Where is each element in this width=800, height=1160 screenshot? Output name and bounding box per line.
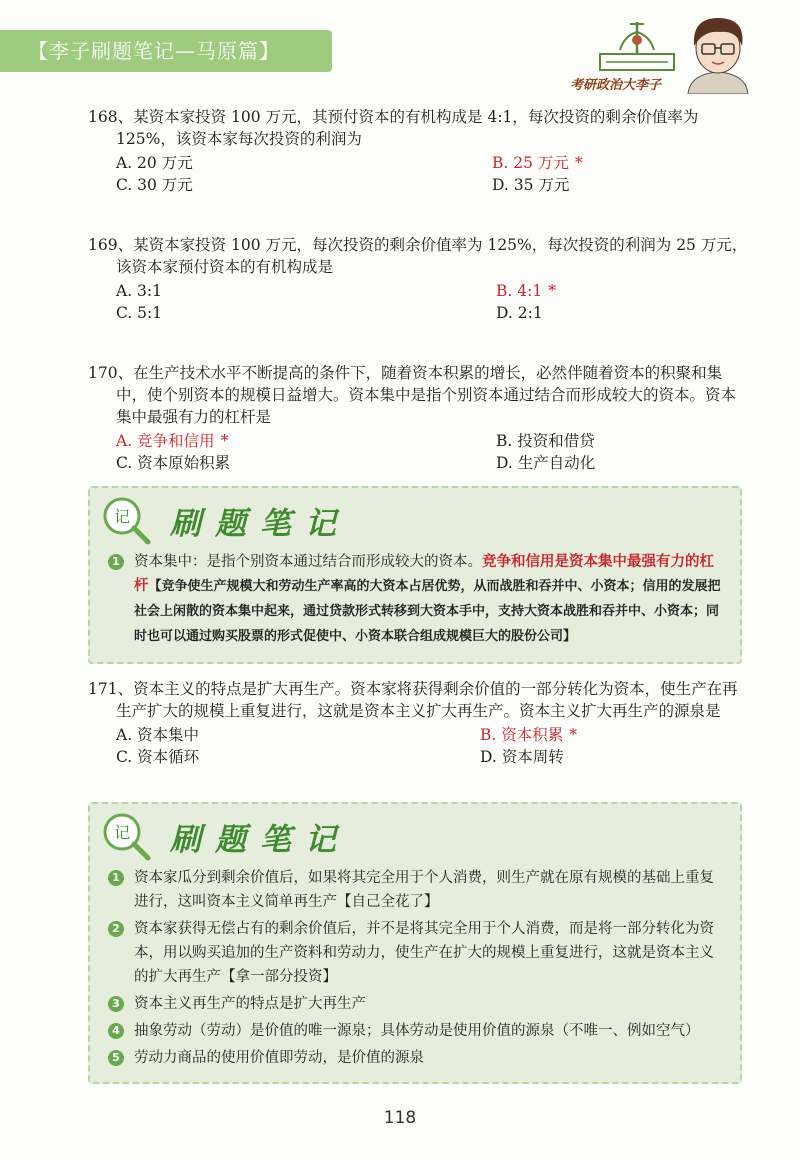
- question-169: [88, 234, 748, 324]
- avatar-illustration: [680, 10, 756, 94]
- option-d: D. 资本周转: [480, 748, 564, 766]
- note-box-2: [88, 802, 742, 1084]
- note-title: 刷题笔记: [170, 506, 350, 542]
- tree-logo-icon: [596, 18, 678, 74]
- option-c: C. 30 万元: [116, 176, 193, 194]
- page-number: 118: [383, 1108, 417, 1128]
- logo-text: 考研政治大李子: [570, 78, 662, 93]
- option-a: A. 资本集中: [116, 726, 200, 744]
- note-item: 1 资本集中：是指个别资本通过结合而形成较大的资本。竞争和信用是资本集中最强有力的杠杆【竞争使生产规模大和劳动生产率高的大资本占居优势，从而战胜和吞并中、小资本；信用的发展把社会上闲散的资本集中起来，通过贷款形式转移到大资本手中，支持大资本战胜和吞并中、小资本；同时也可以通过购买股票的形式促使中、小资本联合组成规模巨大的股份公司】: [90, 550, 740, 649]
- number-badge: 3: [108, 996, 124, 1012]
- correct-mark: *: [574, 154, 583, 172]
- question-stem: 171、资本主义的特点是扩大再生产。资本家将获得剩余价值的一部分转化为资本，使生产在再生产扩大的规模上重复进行，这就是资本主义扩大再生产。资本主义扩大再生产的源泉是: [88, 680, 738, 720]
- question-170: [88, 362, 748, 474]
- note-item: 3 资本主义再生产的特点是扩大再生产: [90, 992, 740, 1016]
- option-a: A. 3:1: [116, 282, 162, 300]
- option-c: C. 资本循环: [116, 748, 200, 766]
- magnifier-note-icon: [100, 810, 152, 862]
- note-item: 4 抽象劳动（劳动）是价值的唯一源泉；具体劳动是使用价值的源泉（不唯一、例如空气）: [90, 1019, 740, 1043]
- option-d: D. 生产自动化: [496, 454, 596, 472]
- option-a: A. 20 万元: [116, 154, 193, 172]
- question-stem: 169、某资本家投资 100 万元，每次投资的剩余价值率为 125%，每次投资的利润为 25 万元，该资本家预付资本的有机构成是: [88, 236, 748, 276]
- header-banner: 【李子刷题笔记—马原篇】: [0, 30, 332, 72]
- question-168: [88, 106, 748, 196]
- note-item: 1 资本家瓜分到剩余价值后，如果将其完全用于个人消费，则生产就在原有规模的基础上重复进行，这叫资本主义简单再生产【自己全花了】: [90, 866, 740, 914]
- question-stem: 168、某资本家投资 100 万元，其预付资本的有机构成是 4:1，每次投资的剩余价值率为 125%，该资本家每次投资的利润为: [88, 108, 699, 148]
- option-c: C. 5:1: [116, 304, 163, 322]
- number-badge: 4: [108, 1023, 124, 1039]
- correct-mark: *: [220, 432, 229, 450]
- number-badge: 1: [108, 870, 124, 886]
- number-badge: 5: [108, 1050, 124, 1066]
- note-item: 2 资本家获得无偿占有的剩余价值后，并不是将其完全用于个人消费，而是将一部分转化为资本，用以购买追加的生产资料和劳动力，使生产在扩大的规模上重复进行，这就是资本主义的扩大再生产【拿一部分投资】: [90, 917, 740, 989]
- option-c: C. 资本原始积累: [116, 454, 231, 472]
- svg-text:记: 记: [113, 823, 131, 842]
- number-badge: 2: [108, 921, 124, 937]
- option-d: D. 35 万元: [492, 176, 570, 194]
- svg-text:记: 记: [113, 507, 131, 526]
- note-item: 5 劳动力商品的使用价值即劳动，是价值的源泉: [90, 1046, 740, 1070]
- option-b-correct: B. 4:1 *: [496, 282, 556, 300]
- note-title: 刷题笔记: [170, 822, 350, 858]
- option-a-correct: A. 竞争和信用 *: [116, 432, 229, 450]
- option-b-correct: B. 25 万元 *: [492, 154, 583, 172]
- correct-mark: *: [569, 726, 577, 744]
- magnifier-note-icon: [100, 494, 152, 546]
- note-box-1: [88, 486, 742, 664]
- correct-mark: *: [548, 282, 556, 300]
- option-b-correct: B. 资本积累 *: [480, 726, 577, 744]
- option-d: D. 2:1: [496, 304, 543, 322]
- option-b: B. 投资和借贷: [496, 432, 595, 450]
- question-171: [88, 678, 748, 768]
- question-stem: 170、在生产技术水平不断提高的条件下，随着资本积累的增长，必然伴随着资本的积聚和集中，使个别资本的规模日益增大。资本集中是指个别资本通过结合而形成较大的资本。资本集中最强有力的杠杆是: [88, 364, 737, 426]
- number-badge: 1: [108, 554, 124, 570]
